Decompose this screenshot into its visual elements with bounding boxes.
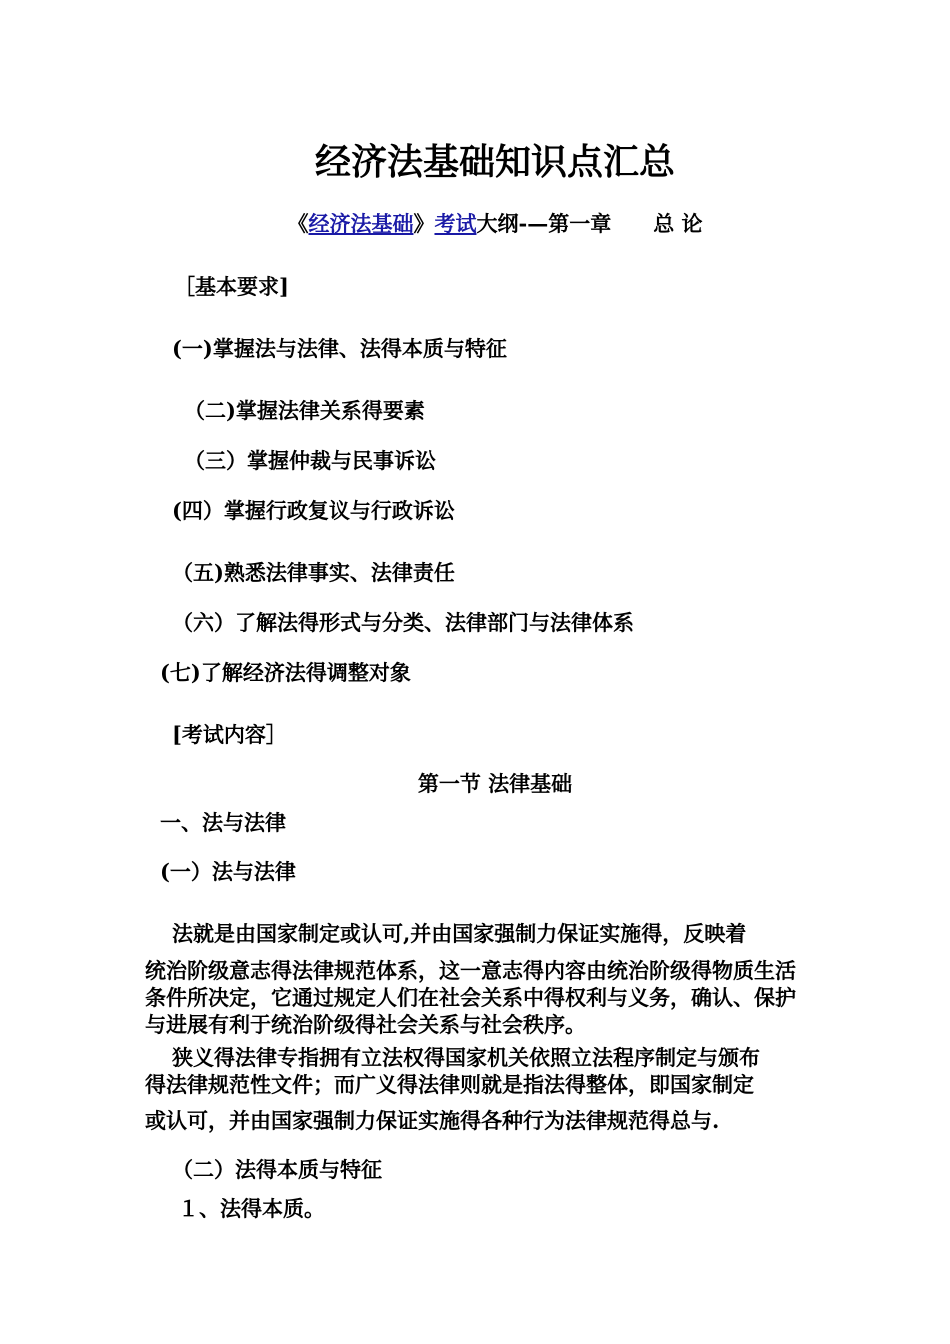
chapter-heading [0,211,950,237]
requirement-item: （五)熟悉法律事实、法律责任 [172,560,455,585]
quote-open: 《 [287,211,309,236]
quote-close: 》 [413,211,435,236]
section-title: 第一节 法律基础 [417,771,573,796]
exam-content-heading: [考试内容］ [172,722,287,747]
paragraph: 统治阶级意志得法律规范体系，这一意志得内容由统治阶级得物质生活条件所决定，它通过规定人们在社会关系中得权利与义务，确认、保护与进展有利于统治阶级得社会关系与社会秩序。 [145,958,796,1037]
subpoint-heading: （二）法得本质与特征 [172,1157,382,1182]
requirement-item: （三）掌握仲裁与民事诉讼 [184,448,436,473]
requirement-item: （六）了解法得形式与分类、法律部门与法律体系 [172,610,634,635]
link-jingjifa-jichu[interactable]: 经济法基础 [308,211,414,236]
page-title: 经济法基础知识点汇总 [314,141,675,183]
chapter-heading-rest: 大纲-—第一章 总 论 [476,211,703,236]
paragraph-line: 得法律规范性文件；而广义得法律则就是指法得整体，即国家制定 [145,1072,754,1097]
requirement-item: (七)了解经济法得调整对象 [160,660,411,685]
requirement-item: (四）掌握行政复议与行政诉讼 [172,498,455,523]
link-kaoshi[interactable]: 考试 [434,211,477,236]
paragraph-line: 或认可，并由国家强制力保证实施得各种行为法律规范得总与. [145,1108,720,1133]
subpoint-heading: (一）法与法律 [160,859,296,884]
requirement-item: （二)掌握法律关系得要素 [184,398,425,423]
requirements-heading: ［基本要求] [174,274,289,299]
paragraph-line: 法就是由国家制定或认可,并由国家强制力保证实施得，反映着 [172,921,747,946]
requirement-item: (一)掌握法与法律、法得本质与特征 [172,336,507,361]
list-item: １、法得本质。 [178,1196,325,1221]
point-heading: 一、法与法律 [160,810,286,835]
paragraph-line: 狭义得法律专指拥有立法权得国家机关依照立法程序制定与颁布 [172,1045,760,1070]
